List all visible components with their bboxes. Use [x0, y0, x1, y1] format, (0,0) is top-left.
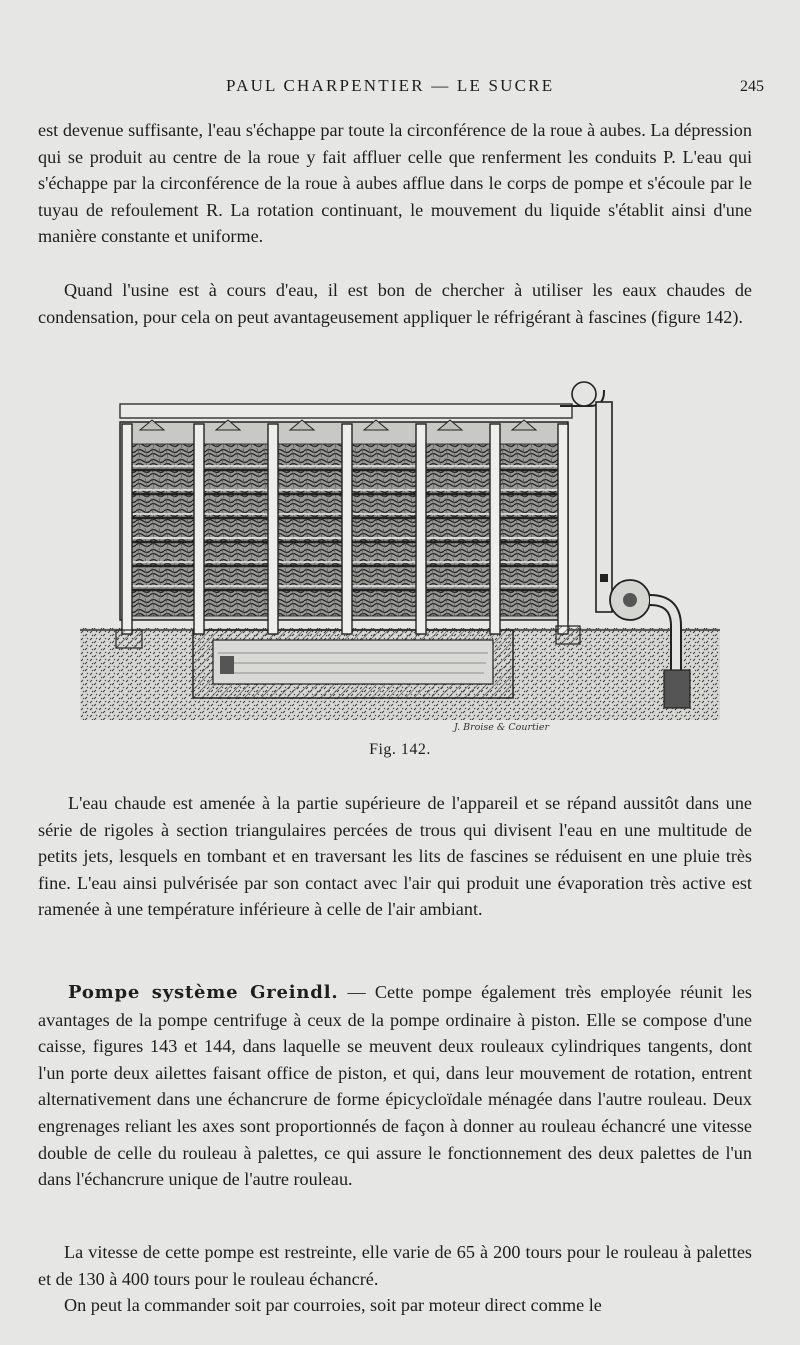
paragraph-vitesse: La vitesse de cette pompe est restreinte, elle varie de 65 à 200 tours pour le rouleau à palettes et de 130 à 400 tours pour le rouleau échancré.	[38, 1242, 752, 1289]
figure-caption: Fig. 142.	[369, 741, 431, 758]
paragraph-pompe-greindl	[38, 979, 752, 1193]
paragraph-body: — Cette pompe également très employée réunit les avantages de la pompe centrifuge à ceux de la pompe ordinaire à piston. Elle se compose d'une caisse, figures 143 et 144, dans laquelle se meuvent deux rouleaux cylindriques tangents, dont l'un porte deux ailettes faisant office de piston, et qui, dans leur mouvement de rotation, entrent alternativement dans une échancrure de forme épicycloïdale ménagée dans l'autre rouleau. Deux engrenages reliant les axes sont proportionnés de façon à donner au rouleau échancré une vitesse double de celle du rouleau à palettes, ce qui assure le fonctionnement des deux palettes de l'un dans l'échancrure unique de l'autre rouleau.	[38, 982, 752, 1190]
paragraph-commande: On peut la commander soit par courroies, soit par moteur direct comme le	[64, 1295, 602, 1315]
figure-illustration	[80, 378, 720, 738]
engraver-signature: J. Broise & Courtier	[454, 722, 550, 733]
paragraph-eau-chaude: L'eau chaude est amenée à la partie supérieure de l'appareil et se répand aussitôt dans une série de rigoles à section triangulaires percées de trous qui divisent l'eau en une multitude de petits jets, lesquels en tombant et en traversant les lits de fascines se réduisent en une pluie très fine. L'eau ainsi pulvérisée par son contact avec l'air qui produit une évaporation très active est ramenée à une température inférieure à celle de l'air ambiant.	[38, 793, 752, 920]
paragraph-usine: Quand l'usine est à cours d'eau, il est bon de chercher à utiliser les eaux chaudes de condensation, pour cela on peut avantageusement appliquer le réfrigérant à fascines (figure 142).	[38, 280, 752, 327]
section-heading: Pompe système Greindl.	[68, 982, 339, 1003]
page-number: 245	[740, 78, 764, 95]
running-title: PAUL CHARPENTIER — LE SUCRE	[226, 76, 555, 95]
water-basin	[213, 640, 493, 684]
outlet-box	[220, 656, 234, 674]
running-head	[0, 76, 800, 104]
paragraph-continuation: est devenue suffisante, l'eau s'échappe par toute la circonférence de la roue à aubes. La dépression qui se produit au centre de la roue y fait affluer celle que renferment les conduits P. L'eau qui s'échappe par la circonférence de la roue à aubes afflue dans le corps de pompe et s'écoule par le tuyau de refoulement R. La rotation continuant, le mouvement du liquide s'établit ainsi d'une manière constante et uniforme.	[38, 120, 752, 247]
figure-refrigerant-fascines	[80, 378, 720, 738]
tower-frame	[116, 404, 580, 648]
